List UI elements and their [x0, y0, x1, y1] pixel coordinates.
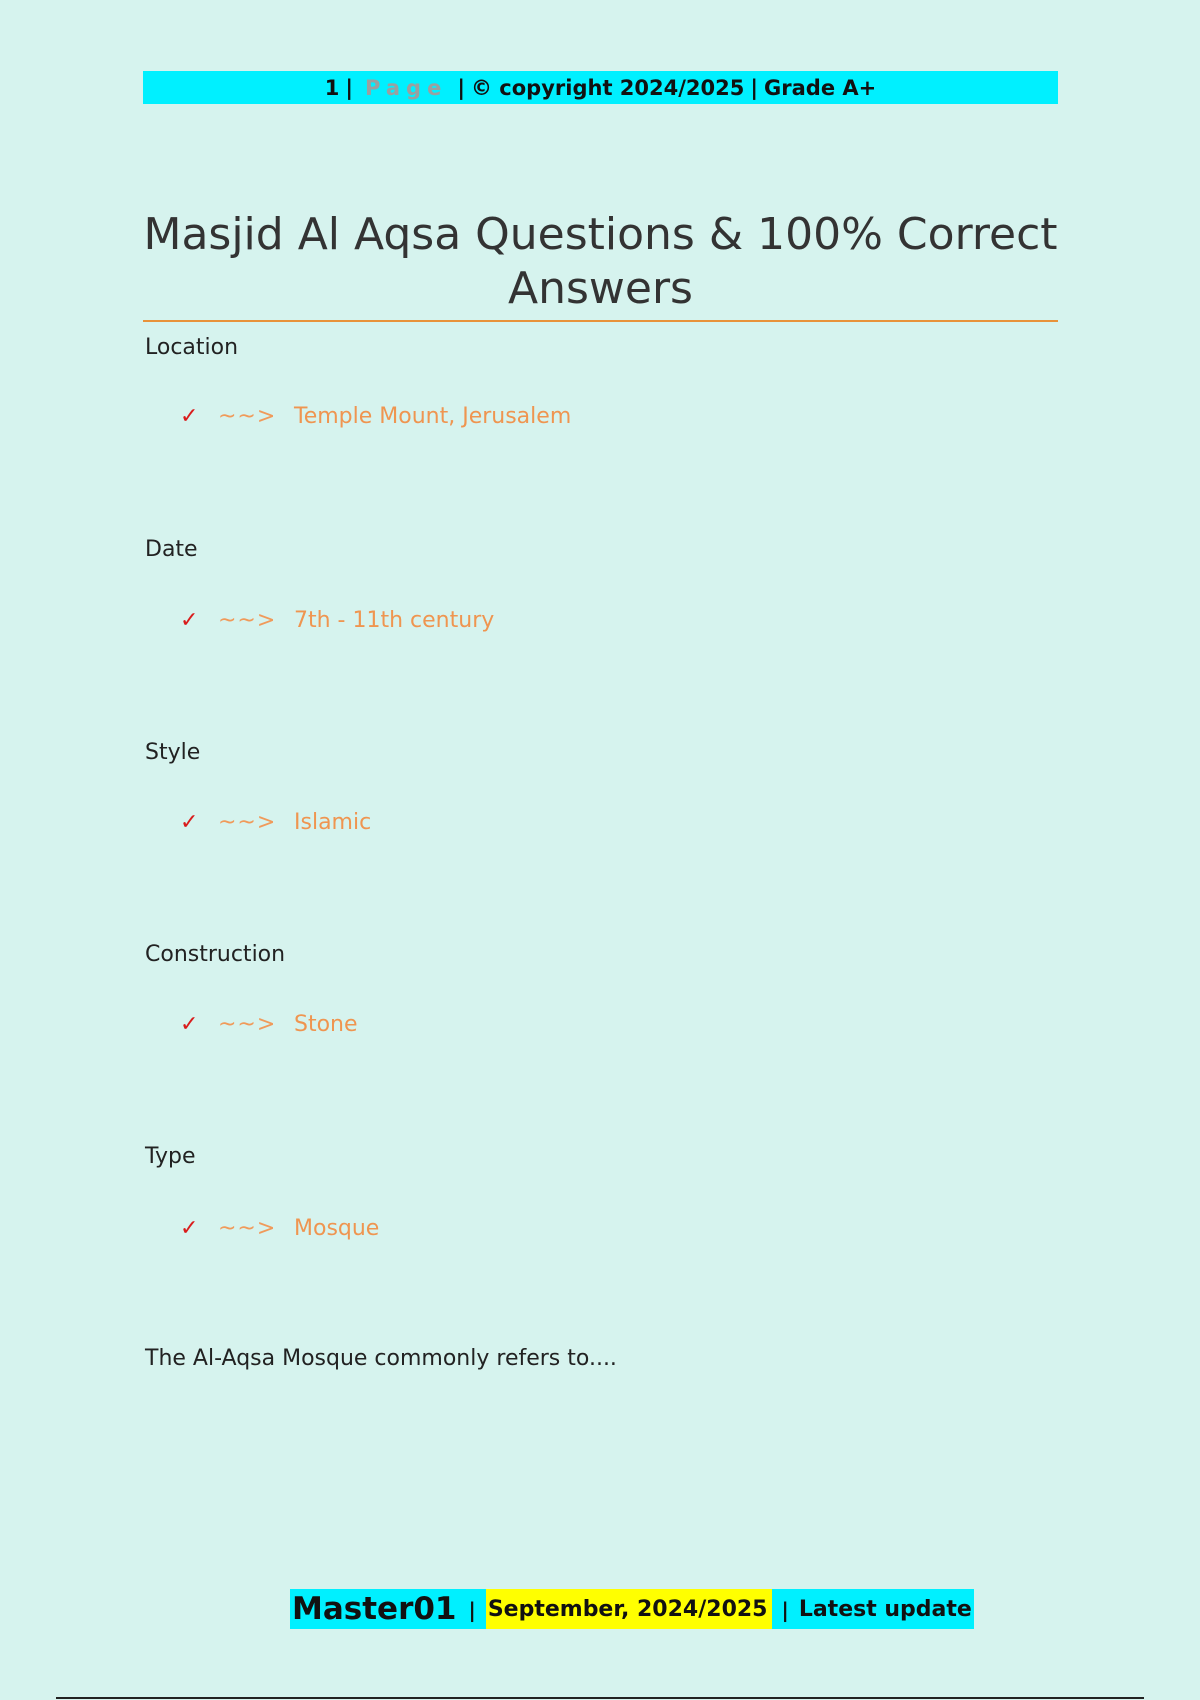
checkmark-icon: ✓: [180, 608, 199, 633]
checkmark-icon: ✓: [180, 404, 199, 429]
page-word: Page: [365, 75, 448, 100]
page-footer: [290, 1589, 974, 1629]
document-title: Masjid Al Aqsa Questions & 100% Correct Answers: [143, 209, 1058, 314]
arrow-icon: ~~>: [218, 1216, 277, 1241]
question-label: Location: [145, 335, 239, 360]
checkmark-icon: ✓: [180, 1216, 199, 1241]
title-divider: [143, 320, 1058, 322]
trailing-question: The Al-Aqsa Mosque commonly refers to....: [145, 1346, 617, 1371]
arrow-icon: ~~>: [218, 810, 277, 835]
arrow-icon: ~~>: [218, 404, 277, 429]
page-header-bar: [143, 71, 1058, 104]
footer-date: September, 2024/2025: [486, 1589, 772, 1629]
question-label: Construction: [145, 942, 286, 967]
answer-text: 7th - 11th century: [294, 608, 495, 633]
footer-separator: |: [459, 1589, 486, 1629]
answer-row: [180, 404, 571, 429]
arrow-icon: ~~>: [218, 608, 277, 633]
copyright-text: © copyright 2024/2025: [471, 75, 745, 100]
answer-text: Temple Mount, Jerusalem: [294, 404, 572, 429]
header-separator: |: [345, 75, 354, 100]
grade-text: Grade A+: [764, 75, 877, 100]
latest-update-label: Latest update: [799, 1589, 974, 1629]
checkmark-icon: ✓: [180, 810, 199, 835]
header-separator: |: [750, 75, 759, 100]
answer-text: Mosque: [294, 1216, 380, 1241]
answer-row: [180, 810, 371, 835]
answer-row: [180, 608, 494, 633]
answer-text: Islamic: [294, 810, 372, 835]
checkmark-icon: ✓: [180, 1012, 199, 1037]
header-separator: |: [457, 75, 465, 100]
answer-text: Stone: [294, 1012, 358, 1037]
page-number: 1: [324, 75, 340, 100]
arrow-icon: ~~>: [218, 1012, 277, 1037]
question-label: Type: [145, 1144, 196, 1169]
answer-row: [180, 1216, 379, 1241]
bottom-divider: [56, 1697, 1144, 1699]
footer-separator: |: [772, 1589, 799, 1629]
answer-row: [180, 1012, 358, 1037]
question-label: Date: [145, 537, 198, 562]
question-label: Style: [145, 740, 201, 765]
author-name: Master01: [292, 1591, 457, 1627]
